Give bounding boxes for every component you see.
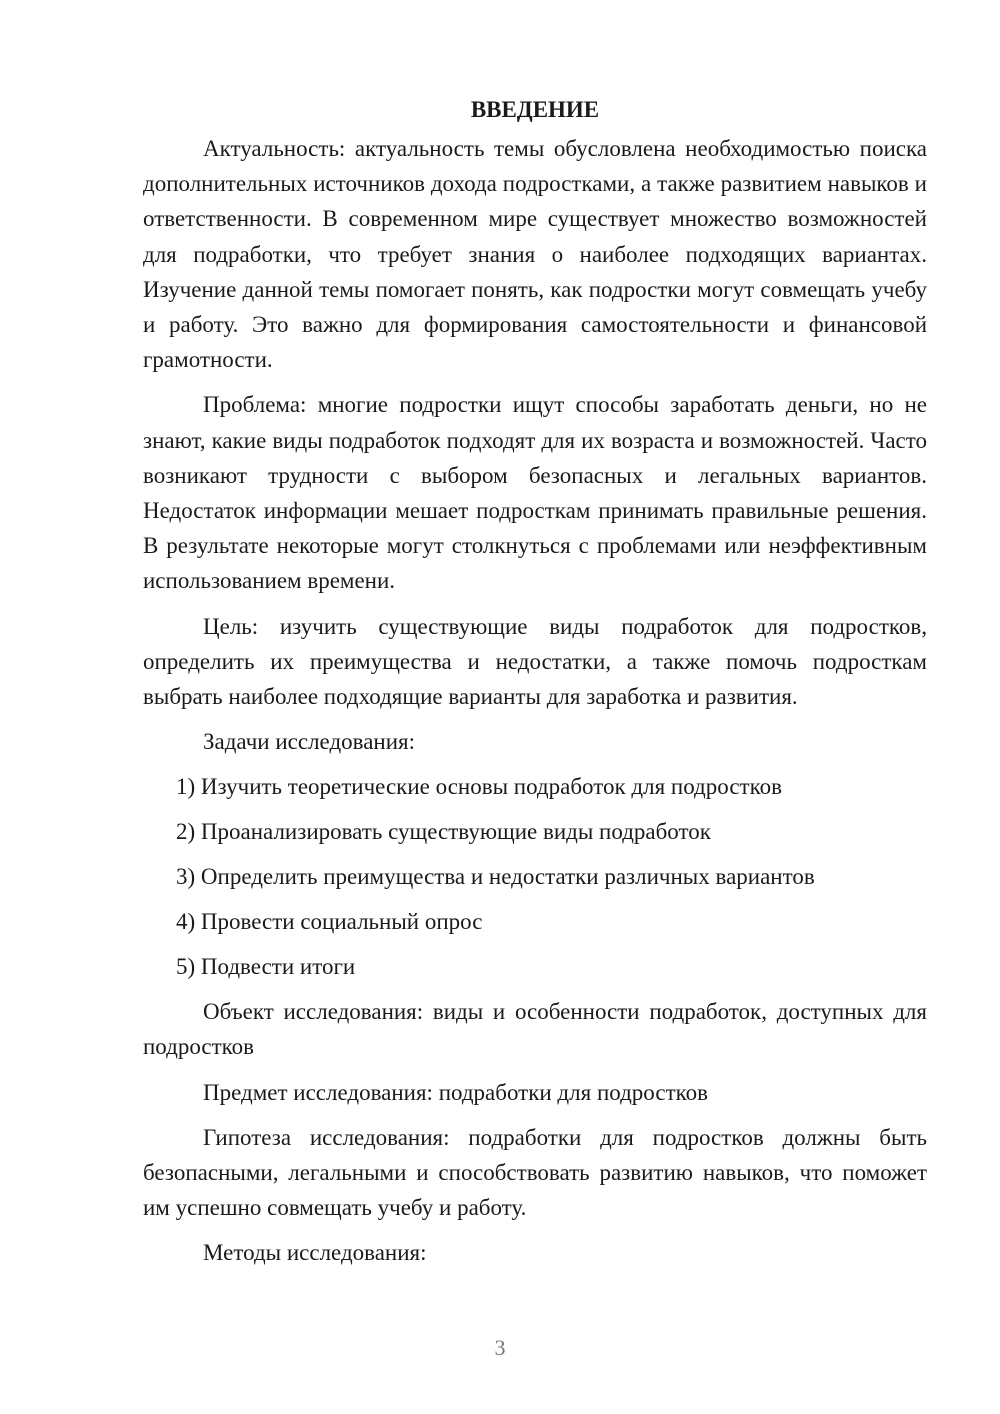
page-title: ВВЕДЕНИЕ: [470, 97, 600, 122]
hypothesis-paragraph: Гипотеза исследования: подработки для подростков должны быть безопасными, легальными и способствовать развитию навыков, что поможет им успешно совмещать учебу и работу.: [143, 1124, 927, 1221]
list-item: 3) Определить преимущества и недостатки различных вариантов: [176, 864, 815, 890]
methods-heading: Методы исследования:: [203, 1240, 427, 1266]
page-number: 3: [494, 1335, 506, 1360]
tasks-heading: Задачи исследования:: [203, 729, 416, 755]
subject-paragraph: Предмет исследования: подработки для подростков: [203, 1079, 708, 1105]
tasks-list: [143, 769, 927, 984]
relevance-paragraph: Актуальность: актуальность темы обусловлена необходимостью поиска дополнительных источников дохода подростками, а также развитием навыков и ответственности. В современном мире существует множество возможностей для подработки, что требует знания о наиболее подходящих вариантах. Изучение данной темы помогает понять, как подростки могут совмещать учебу и работу. Это важно для формирования самостоятельности и финансовой грамотности.: [143, 136, 927, 373]
list-item: 1) Изучить теоретические основы подработок для подростков: [176, 774, 782, 800]
object-paragraph: Объект исследования: виды и особенности подработок, доступных для подростков: [143, 999, 927, 1060]
list-item: 4) Провести социальный опрос: [176, 909, 483, 935]
list-item: 5) Подвести итоги: [176, 954, 356, 980]
list-item: 2) Проанализировать существующие виды подработок: [176, 819, 711, 845]
document-page: [143, 92, 927, 1270]
problem-paragraph: Проблема: многие подростки ищут способы заработать деньги, но не знают, какие виды подработок подходят для их возраста и возможностей. Часто возникают трудности с выбором безопасных и легальных вариантов. Недостаток информации мешает подросткам принимать правильные решения. В результате некоторые могут столкнуться с проблемами или неэффективным использованием времени.: [143, 392, 927, 594]
goal-paragraph: Цель: изучить существующие виды подработок для подростков, определить их преимущества и недостатки, а также помочь подросткам выбрать наиболее подходящие варианты для заработка и развития.: [143, 613, 927, 710]
